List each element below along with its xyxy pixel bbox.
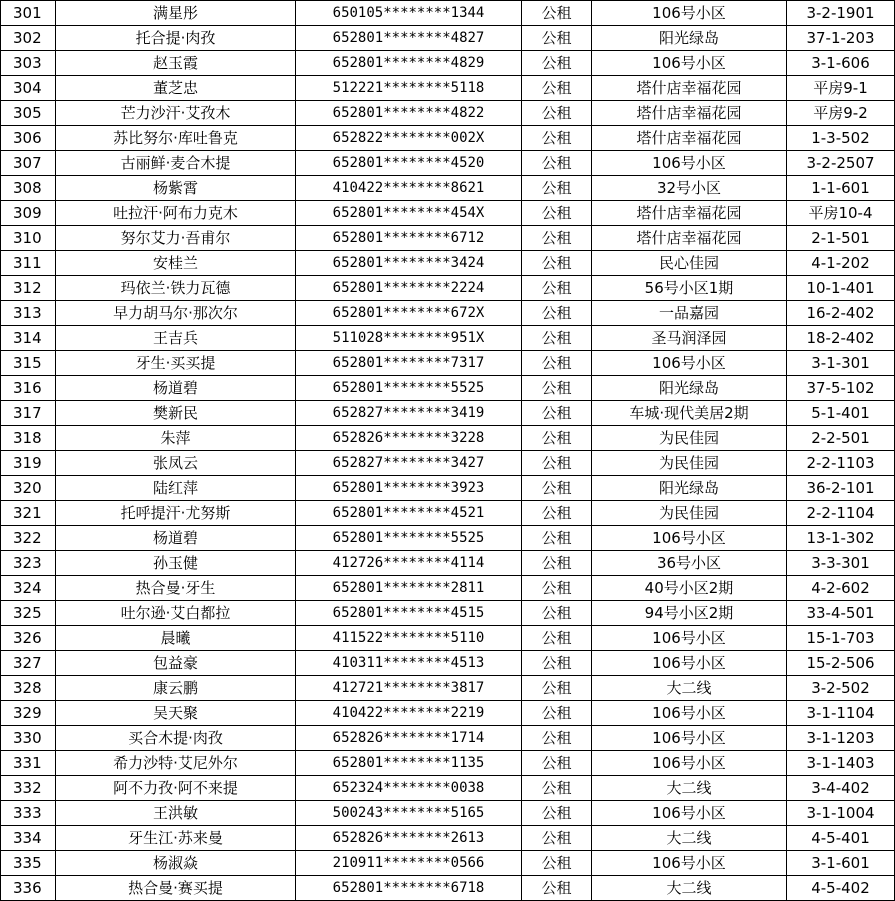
- row-number-cell: 313: [1, 301, 56, 326]
- id-number-cell: 652801********3424: [296, 251, 522, 276]
- id-number-cell: 652826********2613: [296, 826, 522, 851]
- row-number-cell: 305: [1, 101, 56, 126]
- table-row: [1, 201, 895, 226]
- name-cell: 杨道碧: [56, 376, 296, 401]
- housing-type-cell: 公租: [522, 501, 592, 526]
- unit-number-cell: 4-5-401: [787, 826, 895, 851]
- housing-type-cell: 公租: [522, 476, 592, 501]
- row-number-cell: 336: [1, 876, 56, 901]
- housing-type-cell: 公租: [522, 301, 592, 326]
- name-cell: 杨紫霄: [56, 176, 296, 201]
- id-number-cell: 652801********454X: [296, 201, 522, 226]
- table-row: [1, 1, 895, 26]
- name-cell: 朱萍: [56, 426, 296, 451]
- community-cell: 大二线: [592, 826, 787, 851]
- community-cell: 塔什店幸福花园: [592, 201, 787, 226]
- id-number-cell: 652822********002X: [296, 126, 522, 151]
- row-number-cell: 321: [1, 501, 56, 526]
- table-row: [1, 676, 895, 701]
- community-cell: 40号小区2期: [592, 576, 787, 601]
- id-number-cell: 652801********6718: [296, 876, 522, 901]
- id-number-cell: 412721********3817: [296, 676, 522, 701]
- row-number-cell: 310: [1, 226, 56, 251]
- table-row: [1, 626, 895, 651]
- housing-type-cell: 公租: [522, 276, 592, 301]
- name-cell: 阿不力孜·阿不来提: [56, 776, 296, 801]
- name-cell: 牙生江·苏来曼: [56, 826, 296, 851]
- community-cell: 106号小区: [592, 851, 787, 876]
- row-number-cell: 306: [1, 126, 56, 151]
- row-number-cell: 320: [1, 476, 56, 501]
- name-cell: 吴天聚: [56, 701, 296, 726]
- community-cell: 圣马润泽园: [592, 326, 787, 351]
- row-number-cell: 328: [1, 676, 56, 701]
- name-cell: 王洪敏: [56, 801, 296, 826]
- housing-type-cell: 公租: [522, 51, 592, 76]
- table-row: [1, 401, 895, 426]
- unit-number-cell: 10-1-401: [787, 276, 895, 301]
- name-cell: 董芝忠: [56, 76, 296, 101]
- community-cell: 车城·现代美居2期: [592, 401, 787, 426]
- id-number-cell: 652827********3419: [296, 401, 522, 426]
- table-row: [1, 376, 895, 401]
- name-cell: 康云鹏: [56, 676, 296, 701]
- housing-type-cell: 公租: [522, 726, 592, 751]
- name-cell: 希力沙特·艾尼外尔: [56, 751, 296, 776]
- row-number-cell: 314: [1, 326, 56, 351]
- housing-type-cell: 公租: [522, 601, 592, 626]
- housing-type-cell: 公租: [522, 701, 592, 726]
- unit-number-cell: 3-1-1203: [787, 726, 895, 751]
- housing-type-cell: 公租: [522, 551, 592, 576]
- community-cell: 36号小区: [592, 551, 787, 576]
- unit-number-cell: 4-1-202: [787, 251, 895, 276]
- name-cell: 古丽鲜·麦合木提: [56, 151, 296, 176]
- id-number-cell: 652801********5525: [296, 376, 522, 401]
- id-number-cell: 500243********5165: [296, 801, 522, 826]
- name-cell: 托呼提汗·尤努斯: [56, 501, 296, 526]
- table-row: [1, 776, 895, 801]
- unit-number-cell: 3-1-1004: [787, 801, 895, 826]
- community-cell: 106号小区: [592, 651, 787, 676]
- name-cell: 买合木提·肉孜: [56, 726, 296, 751]
- row-number-cell: 326: [1, 626, 56, 651]
- id-number-cell: 652801********1135: [296, 751, 522, 776]
- unit-number-cell: 3-2-1901: [787, 1, 895, 26]
- table-row: [1, 351, 895, 376]
- table-row: [1, 801, 895, 826]
- id-number-cell: 652801********4829: [296, 51, 522, 76]
- table-row: [1, 851, 895, 876]
- name-cell: 努尔艾力·吾甫尔: [56, 226, 296, 251]
- community-cell: 塔什店幸福花园: [592, 76, 787, 101]
- unit-number-cell: 33-4-501: [787, 601, 895, 626]
- housing-type-cell: 公租: [522, 151, 592, 176]
- row-number-cell: 318: [1, 426, 56, 451]
- community-cell: 106号小区: [592, 626, 787, 651]
- row-number-cell: 301: [1, 1, 56, 26]
- row-number-cell: 325: [1, 601, 56, 626]
- table-row: [1, 501, 895, 526]
- community-cell: 106号小区: [592, 151, 787, 176]
- name-cell: 晨曦: [56, 626, 296, 651]
- housing-type-cell: 公租: [522, 401, 592, 426]
- row-number-cell: 308: [1, 176, 56, 201]
- community-cell: 塔什店幸福花园: [592, 126, 787, 151]
- table-row: [1, 826, 895, 851]
- housing-type-cell: 公租: [522, 826, 592, 851]
- unit-number-cell: 3-4-402: [787, 776, 895, 801]
- id-number-cell: 512221********5118: [296, 76, 522, 101]
- community-cell: 大二线: [592, 876, 787, 901]
- community-cell: 106号小区: [592, 726, 787, 751]
- housing-type-cell: 公租: [522, 1, 592, 26]
- table-row: [1, 226, 895, 251]
- unit-number-cell: 36-2-101: [787, 476, 895, 501]
- name-cell: 芒力沙汗·艾孜木: [56, 101, 296, 126]
- name-cell: 吐拉汗·阿布力克木: [56, 201, 296, 226]
- housing-type-cell: 公租: [522, 101, 592, 126]
- housing-type-cell: 公租: [522, 851, 592, 876]
- housing-type-cell: 公租: [522, 351, 592, 376]
- table-row: [1, 426, 895, 451]
- unit-number-cell: 3-2-2507: [787, 151, 895, 176]
- table-row: [1, 126, 895, 151]
- id-number-cell: 410422********8621: [296, 176, 522, 201]
- id-number-cell: 652801********4520: [296, 151, 522, 176]
- housing-type-cell: 公租: [522, 326, 592, 351]
- row-number-cell: 309: [1, 201, 56, 226]
- name-cell: 赵玉霞: [56, 51, 296, 76]
- unit-number-cell: 5-1-401: [787, 401, 895, 426]
- community-cell: 阳光绿岛: [592, 376, 787, 401]
- unit-number-cell: 2-2-1103: [787, 451, 895, 476]
- table-row: [1, 251, 895, 276]
- name-cell: 陆红萍: [56, 476, 296, 501]
- unit-number-cell: 4-2-602: [787, 576, 895, 601]
- unit-number-cell: 13-1-302: [787, 526, 895, 551]
- housing-type-cell: 公租: [522, 801, 592, 826]
- housing-type-cell: 公租: [522, 751, 592, 776]
- unit-number-cell: 2-2-1104: [787, 501, 895, 526]
- row-number-cell: 330: [1, 726, 56, 751]
- table-row: [1, 651, 895, 676]
- id-number-cell: 652801********2811: [296, 576, 522, 601]
- row-number-cell: 302: [1, 26, 56, 51]
- housing-type-cell: 公租: [522, 426, 592, 451]
- unit-number-cell: 3-1-1403: [787, 751, 895, 776]
- id-number-cell: 652801********672X: [296, 301, 522, 326]
- row-number-cell: 317: [1, 401, 56, 426]
- row-number-cell: 324: [1, 576, 56, 601]
- row-number-cell: 335: [1, 851, 56, 876]
- id-number-cell: 652827********3427: [296, 451, 522, 476]
- row-number-cell: 322: [1, 526, 56, 551]
- table-row: [1, 26, 895, 51]
- table-row: [1, 476, 895, 501]
- community-cell: 106号小区: [592, 1, 787, 26]
- row-number-cell: 315: [1, 351, 56, 376]
- unit-number-cell: 3-1-1104: [787, 701, 895, 726]
- unit-number-cell: 37-5-102: [787, 376, 895, 401]
- id-number-cell: 652826********1714: [296, 726, 522, 751]
- table-row: [1, 151, 895, 176]
- unit-number-cell: 16-2-402: [787, 301, 895, 326]
- housing-type-cell: 公租: [522, 676, 592, 701]
- unit-number-cell: 3-1-606: [787, 51, 895, 76]
- name-cell: 早力胡马尔·那次尔: [56, 301, 296, 326]
- row-number-cell: 334: [1, 826, 56, 851]
- row-number-cell: 329: [1, 701, 56, 726]
- housing-type-cell: 公租: [522, 651, 592, 676]
- name-cell: 吐尔逊·艾白都拉: [56, 601, 296, 626]
- housing-type-cell: 公租: [522, 626, 592, 651]
- community-cell: 大二线: [592, 676, 787, 701]
- name-cell: 杨道碧: [56, 526, 296, 551]
- name-cell: 玛依兰·铁力瓦德: [56, 276, 296, 301]
- housing-type-cell: 公租: [522, 376, 592, 401]
- community-cell: 56号小区1期: [592, 276, 787, 301]
- housing-type-cell: 公租: [522, 226, 592, 251]
- row-number-cell: 319: [1, 451, 56, 476]
- id-number-cell: 412726********4114: [296, 551, 522, 576]
- community-cell: 106号小区: [592, 801, 787, 826]
- unit-number-cell: 2-1-501: [787, 226, 895, 251]
- unit-number-cell: 平房9-1: [787, 76, 895, 101]
- community-cell: 106号小区: [592, 51, 787, 76]
- name-cell: 王吉兵: [56, 326, 296, 351]
- table-row: [1, 701, 895, 726]
- housing-type-cell: 公租: [522, 451, 592, 476]
- community-cell: 民心佳园: [592, 251, 787, 276]
- community-cell: 塔什店幸福花园: [592, 226, 787, 251]
- id-number-cell: 652801********7317: [296, 351, 522, 376]
- row-number-cell: 303: [1, 51, 56, 76]
- community-cell: 106号小区: [592, 701, 787, 726]
- table-row: [1, 751, 895, 776]
- row-number-cell: 331: [1, 751, 56, 776]
- id-number-cell: 411522********5110: [296, 626, 522, 651]
- unit-number-cell: 3-1-601: [787, 851, 895, 876]
- row-number-cell: 307: [1, 151, 56, 176]
- table-row: [1, 576, 895, 601]
- table-row: [1, 876, 895, 901]
- housing-type-cell: 公租: [522, 776, 592, 801]
- name-cell: 孙玉健: [56, 551, 296, 576]
- housing-type-cell: 公租: [522, 76, 592, 101]
- housing-type-cell: 公租: [522, 251, 592, 276]
- row-number-cell: 311: [1, 251, 56, 276]
- id-number-cell: 210911********0566: [296, 851, 522, 876]
- community-cell: 94号小区2期: [592, 601, 787, 626]
- table-row: [1, 526, 895, 551]
- unit-number-cell: 3-1-301: [787, 351, 895, 376]
- id-number-cell: 652801********4515: [296, 601, 522, 626]
- name-cell: 包益豪: [56, 651, 296, 676]
- housing-type-cell: 公租: [522, 576, 592, 601]
- table-row: [1, 176, 895, 201]
- community-cell: 塔什店幸福花园: [592, 101, 787, 126]
- community-cell: 106号小区: [592, 526, 787, 551]
- name-cell: 苏比努尔·库吐鲁克: [56, 126, 296, 151]
- id-number-cell: 652826********3228: [296, 426, 522, 451]
- table-row: [1, 101, 895, 126]
- community-cell: 106号小区: [592, 751, 787, 776]
- table-row: [1, 301, 895, 326]
- unit-number-cell: 3-2-502: [787, 676, 895, 701]
- id-number-cell: 652801********4521: [296, 501, 522, 526]
- unit-number-cell: 1-1-601: [787, 176, 895, 201]
- row-number-cell: 327: [1, 651, 56, 676]
- community-cell: 一品嘉园: [592, 301, 787, 326]
- table-row: [1, 76, 895, 101]
- table-row: [1, 51, 895, 76]
- table-row: [1, 276, 895, 301]
- id-number-cell: 650105********1344: [296, 1, 522, 26]
- name-cell: 热合曼·赛买提: [56, 876, 296, 901]
- row-number-cell: 323: [1, 551, 56, 576]
- id-number-cell: 511028********951X: [296, 326, 522, 351]
- community-cell: 大二线: [592, 776, 787, 801]
- id-number-cell: 410311********4513: [296, 651, 522, 676]
- name-cell: 牙生·买买提: [56, 351, 296, 376]
- unit-number-cell: 18-2-402: [787, 326, 895, 351]
- id-number-cell: 652801********2224: [296, 276, 522, 301]
- housing-type-cell: 公租: [522, 126, 592, 151]
- housing-type-cell: 公租: [522, 176, 592, 201]
- housing-type-cell: 公租: [522, 201, 592, 226]
- name-cell: 热合曼·牙生: [56, 576, 296, 601]
- housing-type-cell: 公租: [522, 526, 592, 551]
- id-number-cell: 652801********3923: [296, 476, 522, 501]
- table-body: [1, 1, 895, 901]
- name-cell: 托合提·肉孜: [56, 26, 296, 51]
- name-cell: 杨淑焱: [56, 851, 296, 876]
- id-number-cell: 652324********0038: [296, 776, 522, 801]
- row-number-cell: 316: [1, 376, 56, 401]
- unit-number-cell: 平房10-4: [787, 201, 895, 226]
- row-number-cell: 333: [1, 801, 56, 826]
- housing-type-cell: 公租: [522, 876, 592, 901]
- table-row: [1, 601, 895, 626]
- community-cell: 为民佳园: [592, 426, 787, 451]
- community-cell: 阳光绿岛: [592, 26, 787, 51]
- table-row: [1, 451, 895, 476]
- row-number-cell: 332: [1, 776, 56, 801]
- unit-number-cell: 2-2-501: [787, 426, 895, 451]
- row-number-cell: 304: [1, 76, 56, 101]
- name-cell: 张凤云: [56, 451, 296, 476]
- community-cell: 阳光绿岛: [592, 476, 787, 501]
- housing-type-cell: 公租: [522, 26, 592, 51]
- unit-number-cell: 4-5-402: [787, 876, 895, 901]
- id-number-cell: 652801********6712: [296, 226, 522, 251]
- row-number-cell: 312: [1, 276, 56, 301]
- name-cell: 满星彤: [56, 1, 296, 26]
- table-row: [1, 726, 895, 751]
- unit-number-cell: 3-3-301: [787, 551, 895, 576]
- community-cell: 32号小区: [592, 176, 787, 201]
- unit-number-cell: 37-1-203: [787, 26, 895, 51]
- unit-number-cell: 15-1-703: [787, 626, 895, 651]
- name-cell: 樊新民: [56, 401, 296, 426]
- community-cell: 为民佳园: [592, 451, 787, 476]
- unit-number-cell: 15-2-506: [787, 651, 895, 676]
- community-cell: 为民佳园: [592, 501, 787, 526]
- name-cell: 安桂兰: [56, 251, 296, 276]
- id-number-cell: 410422********2219: [296, 701, 522, 726]
- unit-number-cell: 平房9-2: [787, 101, 895, 126]
- community-cell: 106号小区: [592, 351, 787, 376]
- table-row: [1, 326, 895, 351]
- id-number-cell: 652801********4827: [296, 26, 522, 51]
- id-number-cell: 652801********4822: [296, 101, 522, 126]
- id-number-cell: 652801********5525: [296, 526, 522, 551]
- unit-number-cell: 1-3-502: [787, 126, 895, 151]
- table-row: [1, 551, 895, 576]
